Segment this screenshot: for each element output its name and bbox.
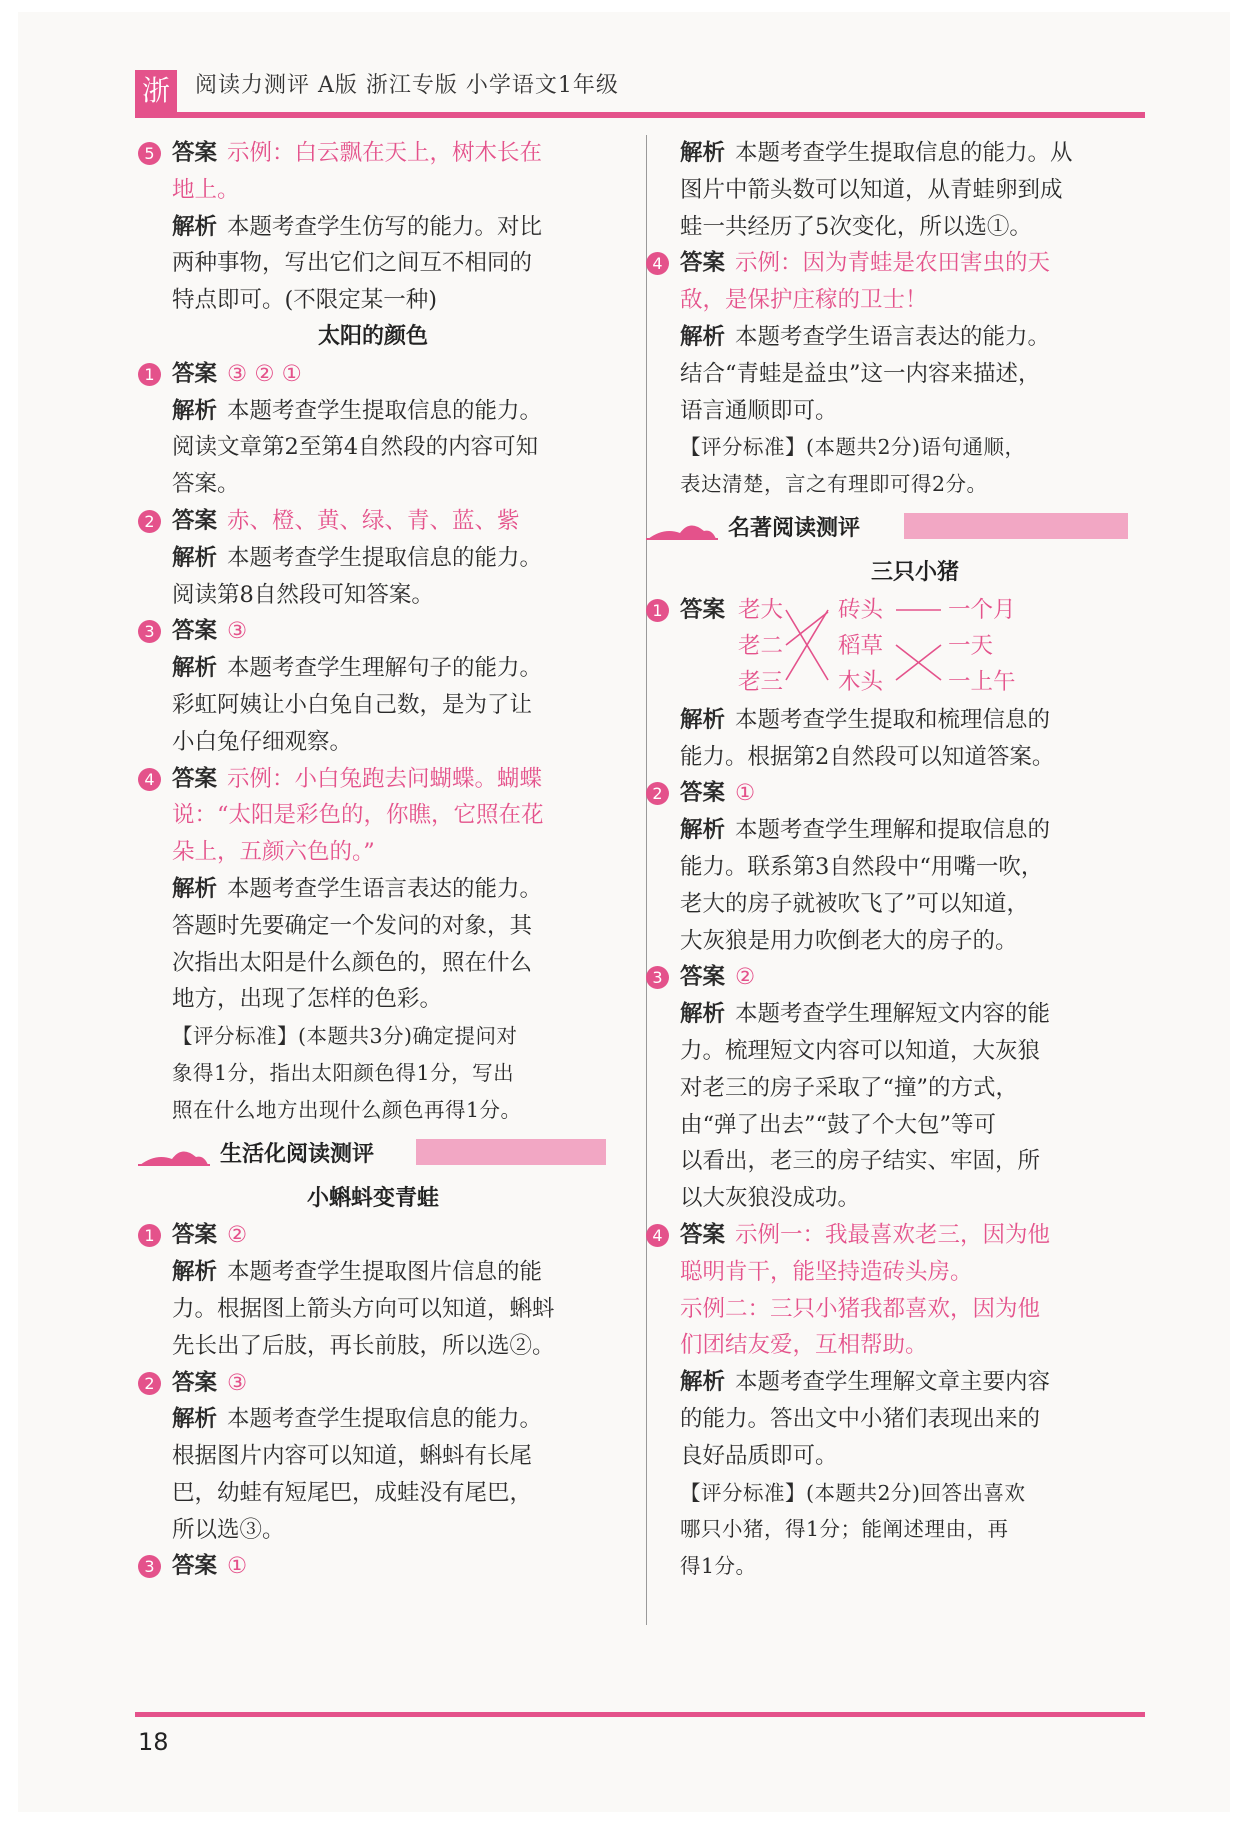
answer-label: 答案: [680, 964, 726, 991]
analysis-text: 本题考查学生提取图片信息的能: [227, 1259, 543, 1286]
analysis-text: 根据图片内容可以知道，蝌蚪有长尾: [172, 1443, 533, 1470]
analysis-text: 次指出太阳是什么颜色的，照在什么: [172, 949, 533, 976]
answer-text: 说：“太阳是彩色的，你瞧，它照在花: [172, 802, 544, 829]
answer-line: [138, 503, 608, 540]
column-divider: [646, 135, 647, 1625]
question-number-badge: 2: [138, 510, 161, 533]
page-number: 18: [138, 1728, 169, 1756]
match-middle-item: 木头: [838, 668, 884, 695]
analysis-text: 结合“青蛙是益虫”这一内容来描述，: [680, 360, 1041, 387]
match-left-item: 老三: [738, 668, 784, 695]
criteria-line: [680, 1475, 1150, 1512]
analysis-label: 解析: [680, 817, 726, 844]
right-column: [652, 135, 1150, 1585]
answer-label: 答案: [172, 360, 218, 387]
answer-line: [138, 135, 608, 172]
answer-text: 聪明肯干，能坚持造砖头房。: [680, 1258, 973, 1285]
match-left-item: 老二: [738, 632, 784, 659]
analysis-line: [680, 319, 1150, 356]
answer-text: ③: [227, 618, 248, 645]
analysis-text: 地方，出现了怎样的色彩。: [172, 986, 443, 1013]
criteria-text: 得1分。: [680, 1554, 757, 1579]
analysis-label: 解析: [172, 213, 218, 240]
answer-text: 示例一：我最喜欢老三，因为他: [735, 1221, 1051, 1248]
analysis-text: 本题考查学生提取信息的能力。: [227, 1406, 543, 1433]
question-number-badge: 3: [646, 966, 669, 989]
answer-text: ①: [227, 1553, 248, 1580]
criteria-text: (本题共3分)确定提问对: [298, 1024, 518, 1049]
answer-line: [138, 613, 608, 650]
footer-rule: [135, 1712, 1145, 1717]
answer-label: 答案: [172, 1222, 218, 1249]
analysis-line: [138, 1254, 608, 1291]
answer-line: [646, 245, 1150, 282]
left-column: [138, 135, 608, 1585]
answer-line: [646, 1217, 1150, 1254]
criteria-line: [138, 1018, 608, 1055]
analysis-text: 本题考查学生理解句子的能力。: [227, 655, 543, 682]
analysis-text: 力。根据图上箭头方向可以知道，蝌蚪: [172, 1295, 555, 1322]
analysis-label: 解析: [680, 140, 726, 166]
article-title: 太阳的颜色: [317, 323, 428, 349]
answer-line: [138, 1217, 608, 1254]
analysis-text: 以看出，老三的房子结实、牢固，所: [680, 1148, 1041, 1175]
answer-text: ②: [735, 964, 756, 991]
answer-text: ①: [735, 780, 756, 807]
analysis-line: [138, 209, 608, 246]
answer-text: 赤、橙、黄、绿、青、蓝、紫: [227, 507, 520, 534]
question-number-badge: 3: [138, 1555, 161, 1578]
answer-label: 答案: [680, 780, 726, 807]
analysis-line: [680, 135, 1150, 172]
analysis-line: [138, 650, 608, 687]
criteria-text: 照在什么地方出现什么颜色再得1分。: [172, 1097, 522, 1122]
answer-text: ②: [227, 1222, 248, 1249]
analysis-text: 阅读文章第2至第4自然段的内容可知: [172, 434, 539, 461]
section-heading: [646, 503, 1150, 555]
answer-line: [646, 959, 1150, 996]
question-number-badge: 4: [646, 252, 669, 275]
analysis-text: 答案。: [172, 471, 240, 498]
analysis-label: 解析: [172, 544, 218, 571]
analysis-text: 老大的房子就被吹飞了”可以知道，: [680, 890, 1030, 917]
criteria-label: 【评分标准】: [680, 1480, 806, 1505]
matching-diagram: [646, 592, 1150, 702]
answer-label: 答案: [680, 1221, 726, 1248]
question-number-badge: 1: [138, 1224, 161, 1247]
answer-text: 示例：因为青蛙是农田害虫的天: [735, 250, 1051, 277]
match-right-item: 一个月: [948, 596, 1016, 623]
analysis-label: 解析: [680, 323, 726, 350]
cloud-ornament-icon: [646, 517, 718, 541]
analysis-text: 本题考查学生理解文章主要内容: [735, 1369, 1051, 1396]
question-number-badge: 2: [138, 1372, 161, 1395]
answer-text: 示例：小白兔跑去问蝴蝶。蝴蝶: [227, 765, 543, 792]
section-label: 生活化阅读测评: [220, 1141, 375, 1167]
match-right-item: 一上午: [948, 668, 1016, 695]
analysis-line: [138, 393, 608, 430]
analysis-label: 解析: [680, 706, 726, 733]
analysis-text: 能力。根据第2自然段可以知道答案。: [680, 743, 1055, 770]
answer-text: 地上。: [172, 176, 240, 203]
answer-label: 答案: [680, 250, 726, 277]
match-right-item: 一天: [948, 632, 994, 659]
answer-label: 答案: [172, 618, 218, 645]
match-middle-item: 砖头: [838, 596, 884, 623]
analysis-text: 对老三的房子采取了“撞”的方式，: [680, 1074, 1019, 1101]
criteria-line: [680, 429, 1150, 466]
analysis-text: 语言通顺即可。: [680, 397, 838, 424]
analysis-label: 解析: [172, 875, 218, 902]
analysis-text: 的能力。答出文中小猪们表现出来的: [680, 1405, 1041, 1432]
cloud-ornament-icon: [138, 1143, 210, 1167]
criteria-label: 【评分标准】: [680, 435, 806, 460]
answer-label: 答案: [172, 507, 218, 534]
analysis-label: 解析: [172, 1259, 218, 1286]
analysis-label: 解析: [680, 1369, 726, 1396]
analysis-text: 本题考查学生提取信息的能力。: [227, 397, 543, 424]
analysis-line: [138, 540, 608, 577]
analysis-text: 彩虹阿姨让小白兔自己数，是为了让: [172, 691, 533, 718]
answer-line: [138, 356, 608, 393]
analysis-line: [680, 812, 1150, 849]
analysis-text: 本题考查学生提取信息的能力。: [227, 544, 543, 571]
analysis-text: 以大灰狼没成功。: [680, 1185, 861, 1212]
book-title: 阅读力测评 A版 浙江专版 小学语文1年级: [195, 73, 619, 98]
answer-label: 答案: [172, 140, 218, 166]
answer-line: [646, 775, 1150, 812]
analysis-text: 由“弹了出去”“鼓了个大包”等可: [680, 1111, 997, 1138]
criteria-text: 象得1分，指出太阳颜色得1分，写出: [172, 1060, 515, 1085]
answer-label: 答案: [172, 1369, 218, 1396]
question-number-badge: 2: [646, 782, 669, 805]
header-rule: [135, 112, 1145, 118]
analysis-text: 大灰狼是用力吹倒老大的房子的。: [680, 927, 1018, 954]
question-number-badge: 3: [138, 620, 161, 643]
analysis-text: 特点即可。(不限定某一种): [172, 287, 438, 314]
analysis-text: 蛙一共经历了5次变化，所以选①。: [680, 213, 1032, 240]
analysis-text: 本题考查学生仿写的能力。对比: [227, 213, 543, 240]
question-number-badge: 1: [646, 599, 669, 622]
analysis-text: 阅读第8自然段可知答案。: [172, 581, 434, 608]
analysis-label: 解析: [680, 1001, 726, 1028]
match-left-item: 老大: [738, 596, 784, 623]
analysis-text: 本题考查学生理解和提取信息的: [735, 817, 1051, 844]
analysis-line: [680, 702, 1150, 739]
article-title: 三只小猪: [870, 559, 959, 585]
answer-text: 朵上，五颜六色的。”: [172, 839, 375, 866]
match-middle-item: 稻草: [838, 632, 884, 659]
province-badge: 浙: [135, 70, 177, 112]
answer-text: 示例二：三只小猪我都喜欢，因为他: [680, 1295, 1041, 1322]
analysis-line: [680, 1364, 1150, 1401]
analysis-text: 所以选③。: [172, 1516, 285, 1543]
answer-line: [138, 1365, 608, 1402]
answer-label: 答案: [172, 765, 218, 792]
answer-text: 们团结友爱，互相帮助。: [680, 1332, 928, 1359]
answer-line: [138, 761, 608, 798]
analysis-text: 本题考查学生语言表达的能力。: [227, 875, 543, 902]
criteria-label: 【评分标准】: [172, 1024, 298, 1049]
question-number-badge: 4: [138, 768, 161, 791]
section-bar: [416, 1139, 606, 1165]
answer-text: ③: [227, 1369, 248, 1396]
analysis-text: 能力。联系第3自然段中“用嘴一吹，: [680, 853, 1044, 880]
answer-label: 答案: [680, 596, 726, 623]
analysis-text: 本题考查学生提取和梳理信息的: [735, 706, 1051, 733]
answer-text: 敌，是保护庄稼的卫士！: [680, 287, 928, 314]
matching-lines: [646, 592, 1126, 702]
article-title: 小蝌蚪变青蛙: [306, 1185, 439, 1211]
criteria-text: 表达清楚，言之有理即可得2分。: [680, 472, 988, 497]
question-number-badge: 4: [646, 1224, 669, 1247]
analysis-line: [138, 871, 608, 908]
answer-label: 答案: [172, 1553, 218, 1580]
answer-text: 示例：白云飘在天上，树木长在: [227, 140, 543, 166]
answer-text: ③ ② ①: [227, 360, 302, 387]
analysis-text: 良好品质即可。: [680, 1442, 838, 1469]
section-bar: [904, 513, 1128, 539]
analysis-text: 本题考查学生理解短文内容的能: [735, 1001, 1051, 1028]
question-number-badge: 1: [138, 363, 161, 386]
section-label: 名著阅读测评: [728, 515, 861, 541]
analysis-text: 小白兔仔细观察。: [172, 728, 353, 755]
analysis-text: 答题时先要确定一个发问的对象，其: [172, 912, 533, 939]
analysis-text: 先长出了后肢，再长前肢，所以选②。: [172, 1332, 555, 1359]
analysis-text: 本题考查学生提取信息的能力。从: [735, 140, 1073, 166]
analysis-label: 解析: [172, 655, 218, 682]
analysis-text: 巴，幼蛙有短尾巴，成蛙没有尾巴，: [172, 1479, 533, 1506]
section-heading: [138, 1129, 608, 1181]
criteria-text: 哪只小猪，得1分；能阐述理由，再: [680, 1517, 1009, 1542]
analysis-label: 解析: [172, 397, 218, 424]
analysis-line: [680, 996, 1150, 1033]
analysis-text: 力。梳理短文内容可以知道，大灰狼: [680, 1037, 1041, 1064]
question-number-badge: 5: [138, 142, 161, 165]
answer-line: [138, 1548, 608, 1585]
analysis-text: 本题考查学生语言表达的能力。: [735, 323, 1051, 350]
criteria-text: (本题共2分)语句通顺，: [806, 435, 1026, 460]
analysis-label: 解析: [172, 1406, 218, 1433]
criteria-text: (本题共2分)回答出喜欢: [806, 1480, 1026, 1505]
analysis-text: 图片中箭头数可以知道，从青蛙卵到成: [680, 176, 1063, 203]
analysis-line: [138, 1401, 608, 1438]
analysis-text: 两种事物，写出它们之间互不相同的: [172, 250, 533, 277]
